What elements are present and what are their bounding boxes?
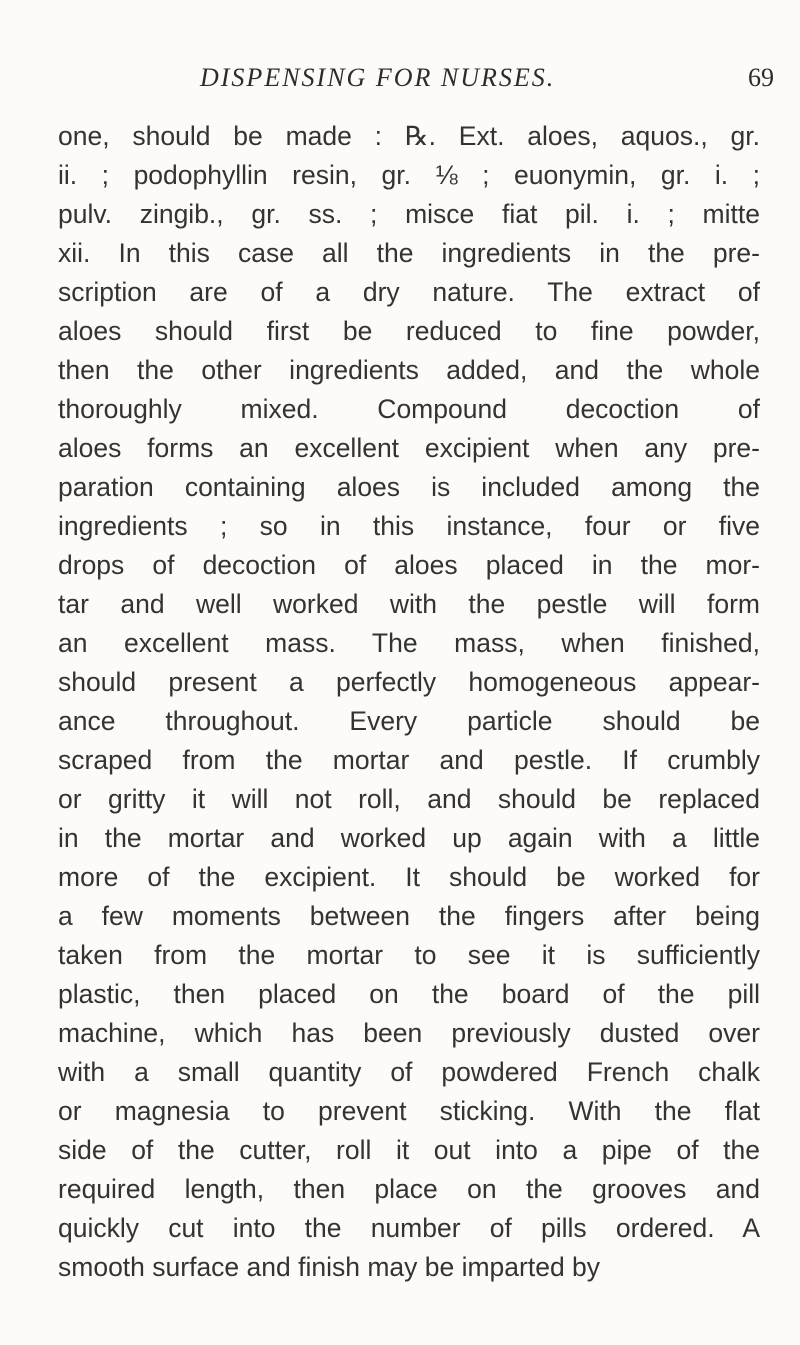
text-line: taken from the mortar to see it is sufficiently [58,940,760,970]
text-line: thoroughly mixed. Compound decoction of [58,394,760,424]
text-line: pulv. zingib., gr. ss. ; misce fiat pil. i. ; mitte [58,199,760,229]
text-line: with a small quantity of powdered French chalk [58,1057,760,1087]
text-line: drops of decoction of aloes placed in the mor- [58,550,760,580]
text-line: side of the cutter, roll it out into a pipe of the [58,1135,760,1165]
text-line: tar and well worked with the pestle will form [58,589,760,619]
text-line: aloes should first be reduced to fine powder, [58,316,760,346]
text-line: in the mortar and worked up again with a little [58,823,760,853]
text-line: ii. ; podophyllin resin, gr. ⅛ ; euonymin, gr. i. ; [58,160,760,190]
text-line: or gritty it will not roll, and should be replaced [58,784,760,814]
text-line: should present a perfectly homogeneous appear- [58,667,760,697]
text-line: plastic, then placed on the board of the pill [58,979,760,1009]
text-line: xii. In this case all the ingredients in the pre- [58,238,760,268]
text-line: ingredients ; so in this instance, four or five [58,511,760,541]
text-line: required length, then place on the grooves and [58,1174,760,1204]
text-line: paration containing aloes is included among the [58,472,760,502]
page-header [0,58,800,98]
text-line: an excellent mass. The mass, when finished, [58,628,760,658]
text-line: machine, which has been previously dusted over [58,1018,760,1048]
text-line: a few moments between the fingers after being [58,901,760,931]
page-number: 69 [748,63,774,92]
text-line: more of the excipient. It should be worked for [58,862,760,892]
body-text [58,117,760,1287]
text-line: quickly cut into the number of pills ordered. A [58,1213,760,1243]
text-line: aloes forms an excellent excipient when any pre- [58,433,760,463]
text-line: smooth surface and finish may be imparted by [58,1252,601,1282]
text-line: then the other ingredients added, and the whole [58,355,760,385]
text-line: or magnesia to prevent sticking. With the flat [58,1096,760,1126]
text-line: scraped from the mortar and pestle. If crumbly [58,745,760,775]
running-head: DISPENSING FOR NURSES. [200,63,556,92]
text-line: scription are of a dry nature. The extract of [58,277,760,307]
text-line: one, should be made : ℞. Ext. aloes, aquos., gr. [58,121,760,151]
text-line: ance throughout. Every particle should be [58,706,760,736]
